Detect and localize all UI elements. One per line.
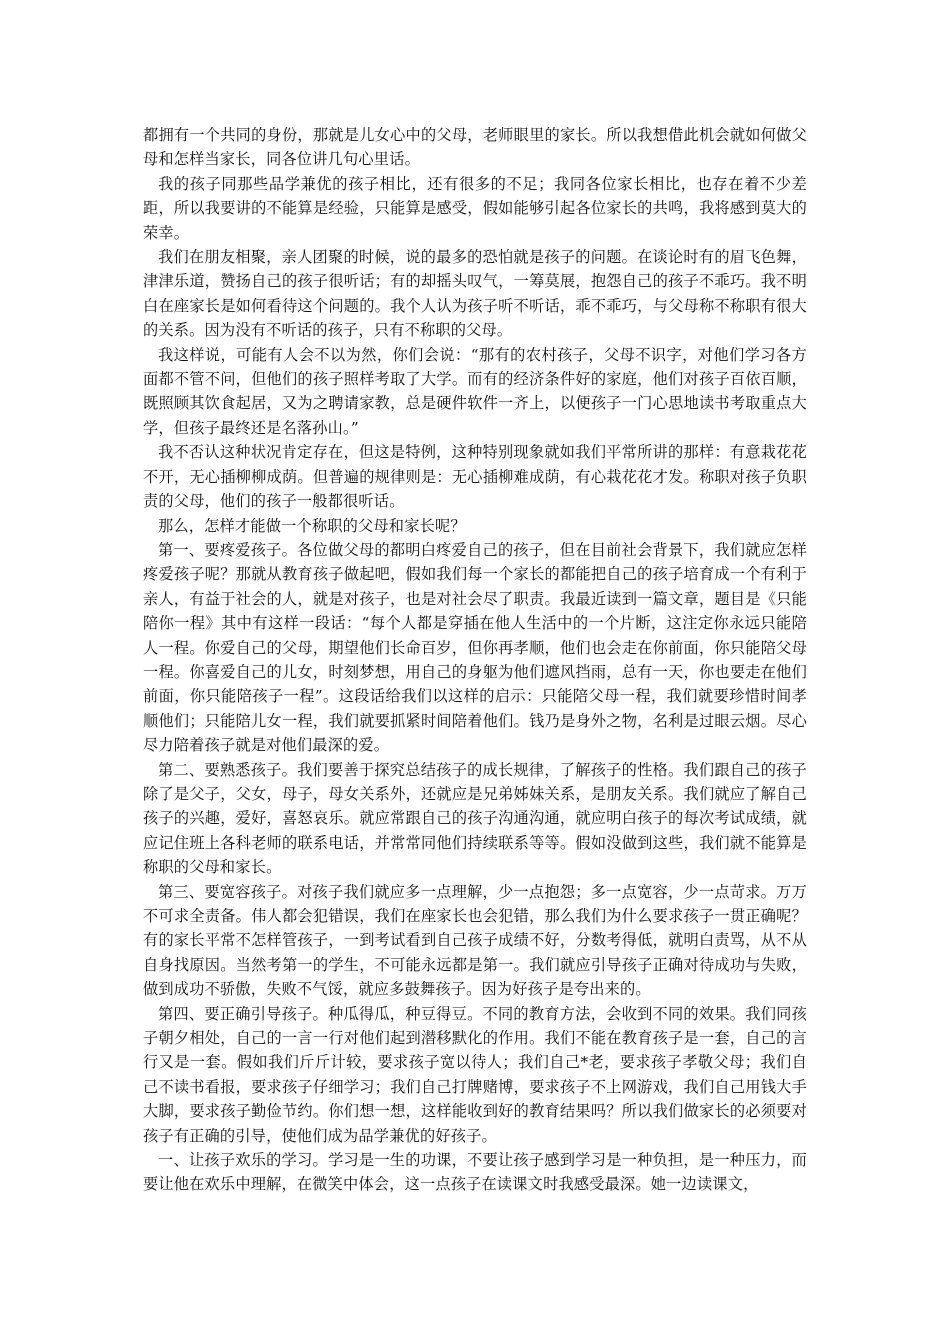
paragraph-1: 都拥有一个共同的身份，那就是儿女心中的父母，老师眼里的家长。所以我想借此机会就如何做父母和怎样当家长，同各位讲几句心里话。 — [143, 126, 807, 169]
paragraph-11: 一、让孩子欢乐的学习。学习是一生的功课，不要让孩子感到学习是一种负担，是一种压力，而要让他在欢乐中理解，在微笑中体会，这一点孩子在读课文时我感受最深。她一边读课文， — [143, 1151, 807, 1194]
paragraph-2: 我的孩子同那些品学兼优的孩子相比，还有很多的不足；我同各位家长相比，也存在着不少差距，所以我要讲的不能算是经验，只能算是感受，假如能够引起各位家长的共鸣，我将感到莫大的荣幸。 — [143, 174, 807, 242]
paragraph-8: 第二、要熟悉孩子。我们要善于探究总结孩子的成长规律，了解孩子的性格。我们跟自己的孩子除了是父子，父女，母子，母女关系外，还就应是兄弟姊妹关系，是朋友关系。我们就应了解自己孩子的兴趣，爱好，喜怒哀乐。就应常跟自己的孩子沟通沟通，就应明白孩子的每次考试成绩，就应记住班上各科老师的联系电话，并常常同他们持续联系等等。假如没做到这些，我们就不能算是称职的父母和家长。 — [143, 760, 807, 877]
paragraph-9: 第三、要宽容孩子。对孩子我们就应多一点理解，少一点抱怨；多一点宽容，少一点苛求。万万不可求全责备。伟人都会犯错误，我们在座家长也会犯错，那么我们为什么要求孩子一贯正确呢？有的家长平常不怎样管孩子，一到考试看到自己孩子成绩不好，分数考得低，就明白责骂，从不从自身找原因。当然考第一的学生，不可能永远都是第一。我们就应引导孩子正确对待成功与失败，做到成功不骄傲，失败不气馁，就应多鼓舞孩子。因为好孩子是夸出来的。 — [143, 882, 807, 999]
paragraph-3: 我们在朋友相聚，亲人团聚的时候，说的最多的恐怕就是孩子的问题。在谈论时有的眉飞色舞，津津乐道，赞扬自己的孩子很听话；有的却摇头叹气，一筹莫展，抱怨自己的孩子不乖巧。我不明白在座家长是如何看待这个问题的。我个人认为孩子听不听话，乖不乖巧，与父母称不称职有很大的关系。因为没有不听话的孩子，只有不称职的父母。 — [143, 248, 807, 340]
paragraph-5: 我不否认这种状况肯定存在，但这是特例，这种特别现象就如我们平常所讲的那样：有意栽花花不开，无心插柳柳成荫。但普遍的规律则是：无心插柳难成荫，有心栽花花才发。称职对孩子负职责的父母，他们的孩子一般都很听话。 — [143, 443, 807, 511]
paragraph-4: 我这样说，可能有人会不以为然，你们会说：“那有的农村孩子，父母不识字，对他们学习各方面都不管不问，但他们的孩子照样考取了大学。而有的经济条件好的家庭，他们对孩子百依百顺，既照顾其饮食起居，又为之聘请家教，总是硬件软件一齐上，以便孩子一门心思地读书考取重点大学，但孩子最终还是名落孙山。” — [143, 345, 807, 437]
paragraph-6: 那么，怎样才能做一个称职的父母和家长呢？ — [158, 516, 466, 535]
document-body — [143, 123, 807, 1197]
paragraph-7: 第一、要疼爱孩子。各位做父母的都明白疼爱自己的孩子，但在目前社会背景下，我们就应怎样疼爱孩子呢？那就从教育孩子做起吧，假如我们每一个家长的都能把自己的孩子培育成一个有利于亲人，有益于社会的人，就是对孩子，也是对社会尽了职责。我最近读到一篇文章，题目是《只能陪你一程》其中有这样一段话：“每个人都是穿插在他人生活中的一个片断，这注定你永远只能陪人一程。你爱自己的父母，期望他们长命百岁，但你再孝顺，他们也会走在你前面，你只能陪父母一程。你喜爱自己的儿女，时刻梦想，用自己的身躯为他们遮风挡雨，总有一天，你也要走在他们前面，你只能陪孩子一程”。这段话给我们以这样的启示：只能陪父母一程，我们就要珍惜时间孝顺他们；只能陪儿女一程，我们就要抓紧时间陪着他们。钱乃是身外之物，名利是过眼云烟。尽心尽力陪着孩子就是对他们最深的爱。 — [143, 540, 807, 755]
paragraph-10: 第四、要正确引导孩子。种瓜得瓜，种豆得豆。不同的教育方法，会收到不同的效果。我们同孩子朝夕相处，自己的一言一行对他们起到潜移默化的作用。我们不能在教育孩子是一套，自己的言行又是一套。假如我们斤斤计较，要求孩子宽以待人；我们自己*老，要求孩子孝敬父母；我们自己不读书看报，要求孩子仔细学习；我们自己打牌赌博，要求孩子不上网游戏，我们自己用钱大手大脚，要求孩子勤俭节约。你们想一想，这样能收到好的教育结果吗？所以我们做家长的必须要对孩子有正确的引导，使他们成为品学兼优的好孩子。 — [143, 1004, 807, 1145]
